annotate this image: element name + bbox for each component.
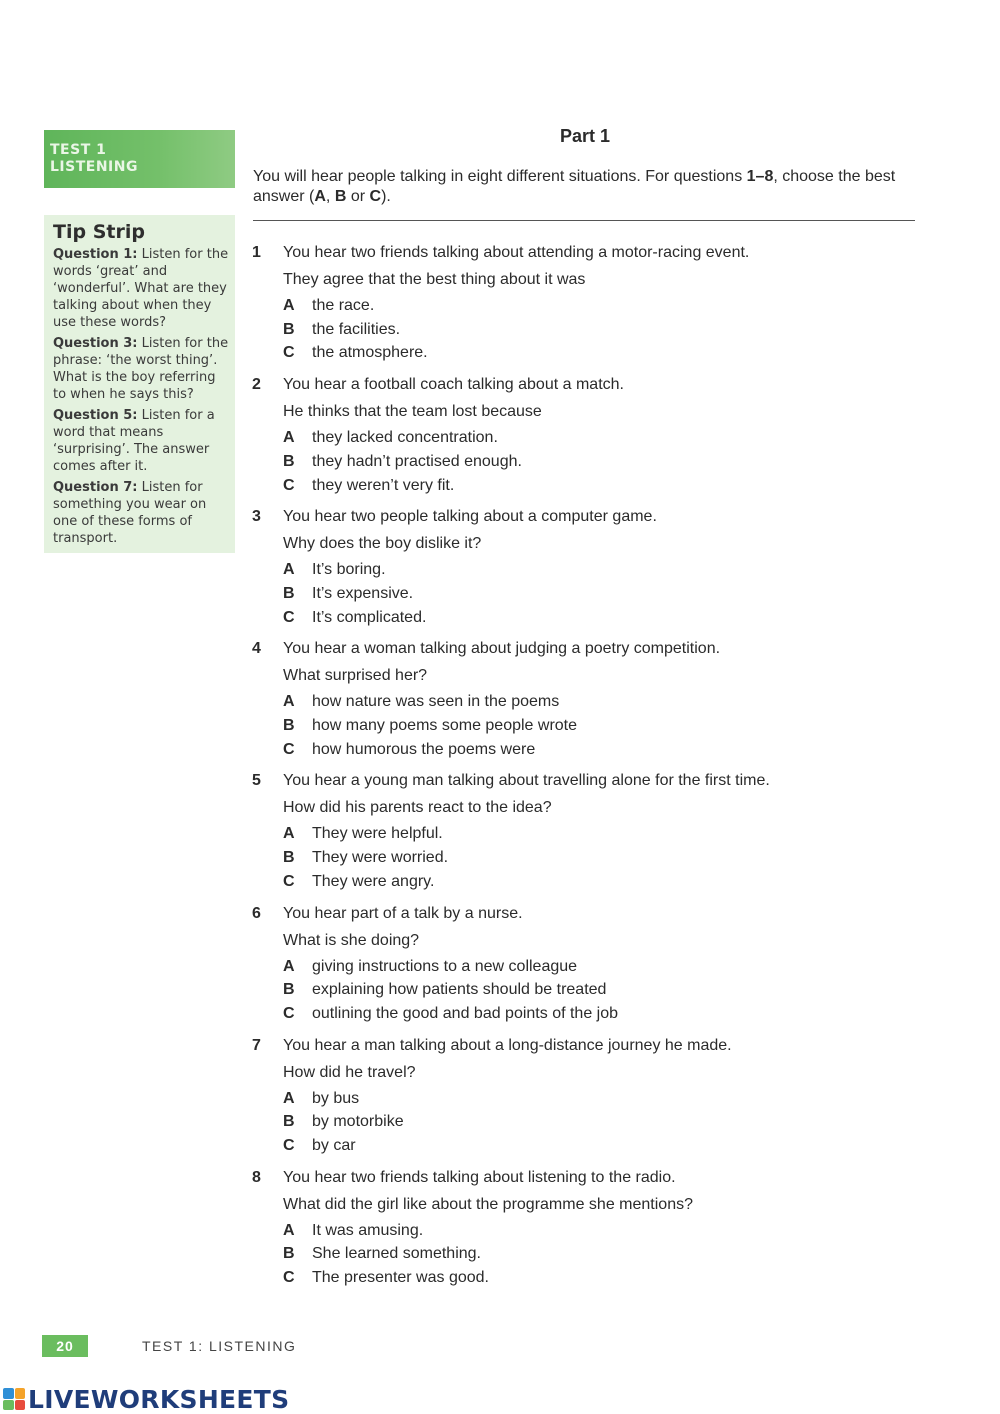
tip-item [53,479,229,547]
tip-question-label: Question 3: [53,336,138,351]
option-text: they hadn’t practised enough. [312,452,522,470]
option-letter: B [283,1245,295,1263]
option-letter: B [283,981,295,999]
option-letter: C [283,872,295,890]
option-text: The presenter was good. [312,1269,489,1287]
option-letter: A [283,825,295,843]
option-b[interactable] [283,846,912,870]
banner-line-2: LISTENING [50,159,138,175]
option-letter: C [283,740,295,758]
question-5 [252,770,912,893]
option-a[interactable] [283,690,912,714]
tip-item [53,246,229,331]
option-b[interactable] [283,714,912,738]
option-a[interactable] [283,1087,912,1111]
divider [253,220,915,221]
option-letter: A [283,1221,295,1239]
question-number: 8 [252,1168,261,1186]
option-c[interactable] [283,341,912,365]
question-situation: You hear part of a talk by a nurse. [283,904,523,922]
option-a[interactable] [283,294,912,318]
option-b[interactable] [283,1242,912,1266]
option-text: They were helpful. [312,825,443,843]
tip-strip-title: Tip Strip [53,221,145,243]
option-letter: B [283,1113,295,1131]
logo-square [3,1388,14,1399]
option-text: giving instructions to a new colleague [312,957,578,975]
option-letter: A [283,429,295,447]
option-text: It’s expensive. [312,584,414,602]
question-number: 2 [252,376,261,394]
option-text: they weren’t very fit. [312,476,455,494]
question-4 [252,638,912,761]
tip-text: Listen for something you wear on one of these forms of transport. [53,480,207,546]
option-text: the facilities. [312,320,401,338]
option-letter: B [283,717,295,735]
question-situation: You hear two people talking about a computer game. [283,508,657,526]
question-stem: How did he travel? [283,1063,416,1081]
option-text: by bus [312,1089,360,1107]
option-a[interactable] [283,822,912,846]
option-text: how many poems some people wrote [312,717,578,735]
question-number: 5 [252,772,261,790]
footer-label: TEST 1: LISTENING [142,1338,297,1354]
option-text: the atmosphere. [312,344,428,362]
liveworksheets-logo-icon [3,1388,25,1410]
option-a[interactable] [283,558,912,582]
option-c[interactable] [283,1002,912,1026]
option-letter: C [283,608,295,626]
logo-square [15,1400,26,1411]
option-a[interactable] [283,426,912,450]
question-stem: Why does the boy dislike it? [283,535,482,553]
option-text: by motorbike [312,1113,404,1131]
logo-square [3,1400,14,1411]
question-stem: What did the girl like about the programme she mentions? [283,1195,693,1213]
option-letter: A [283,297,295,314]
option-a[interactable] [283,1219,912,1243]
option-letter: B [283,452,295,470]
option-letter: C [283,344,295,362]
tip-strip [44,215,235,553]
option-text: the race. [312,297,375,314]
question-stem: They agree that the best thing about it was [283,271,586,288]
question-situation: You hear two friends talking about attending a motor-racing event. [283,244,750,261]
option-letter: C [283,1004,295,1022]
question-1 [252,242,912,365]
question-number: 4 [252,640,261,658]
option-a[interactable] [283,955,912,979]
option-c[interactable] [283,1134,912,1158]
brand-name: LIVEWORKSHEETS [28,1384,290,1414]
logo-square [15,1388,26,1399]
question-number: 3 [252,508,261,526]
tip-question-label: Question 1: [53,247,138,262]
question-6 [252,903,912,1026]
option-b[interactable] [283,978,912,1002]
option-text: It’s complicated. [312,608,427,626]
option-letter: C [283,476,295,494]
question-situation: You hear a man talking about a long-distance journey he made. [283,1036,732,1054]
option-letter: C [283,1137,295,1155]
option-letter: B [283,320,295,338]
option-c[interactable] [283,738,912,762]
option-text: how humorous the poems were [312,740,536,758]
option-c[interactable] [283,1266,912,1290]
option-letter: B [283,849,295,867]
question-7 [252,1035,912,1158]
part-instructions: You will hear people talking in eight different situations. For questions 1–8, choose the best answer (A, B or C). [253,168,896,205]
option-text: They were angry. [312,872,435,890]
option-letter: A [283,561,295,579]
option-b[interactable] [283,318,912,342]
option-text: they lacked concentration. [312,429,498,447]
question-number: 6 [252,904,261,922]
option-text: outlining the good and bad points of the job [312,1004,619,1022]
option-b[interactable] [283,450,912,474]
option-text: explaining how patients should be treated [312,981,607,999]
tip-text: Listen for the phrase: ‘the worst thing’. What is the boy referring to when he says this? [53,336,229,402]
question-2 [252,374,912,497]
option-c[interactable] [283,606,912,630]
question-situation: You hear a woman talking about judging a poetry competition. [283,640,721,658]
tip-item [53,407,229,475]
question-3 [252,506,912,629]
option-letter: A [283,1089,295,1107]
option-letter: A [283,957,295,975]
option-text: It was amusing. [312,1221,424,1239]
tip-question-label: Question 5: [53,408,138,423]
option-text: She learned something. [312,1245,481,1263]
tip-question-label: Question 7: [53,480,138,495]
tip-text: Listen for the words ‘great’ and ‘wonderful’. What are they talking about when they use these words? [53,247,229,330]
question-situation: You hear two friends talking about listening to the radio. [283,1168,676,1186]
question-list [252,242,912,1299]
option-text: They were worried. [312,849,449,867]
question-stem: What surprised her? [283,667,428,685]
option-c[interactable] [283,870,912,894]
option-text: how nature was seen in the poems [312,693,560,711]
question-number: 1 [252,244,261,261]
banner-line-1: TEST 1 [50,142,107,158]
question-stem: What is she doing? [283,931,420,949]
question-situation: You hear a young man talking about travelling alone for the first time. [283,772,770,790]
tip-item [53,335,229,403]
option-b[interactable] [283,1110,912,1134]
option-text: It’s boring. [312,561,386,579]
option-b[interactable] [283,582,912,606]
option-letter: A [283,693,295,711]
part-title: Part 1 [559,126,611,146]
brand[interactable] [3,1384,289,1414]
option-letter: C [283,1269,295,1287]
question-stem: He thinks that the team lost because [283,403,542,421]
test-banner [44,130,235,188]
option-c[interactable] [283,474,912,498]
page-number: 20 [42,1335,88,1357]
question-number: 7 [252,1036,261,1054]
tip-text: Listen for a word that means ‘surprising’. The answer comes after it. [53,408,215,474]
option-text: by car [312,1137,356,1155]
question-stem: How did his parents react to the idea? [283,799,552,817]
option-letter: B [283,584,295,602]
question-situation: You hear a football coach talking about a match. [283,376,624,394]
question-8 [252,1167,912,1290]
